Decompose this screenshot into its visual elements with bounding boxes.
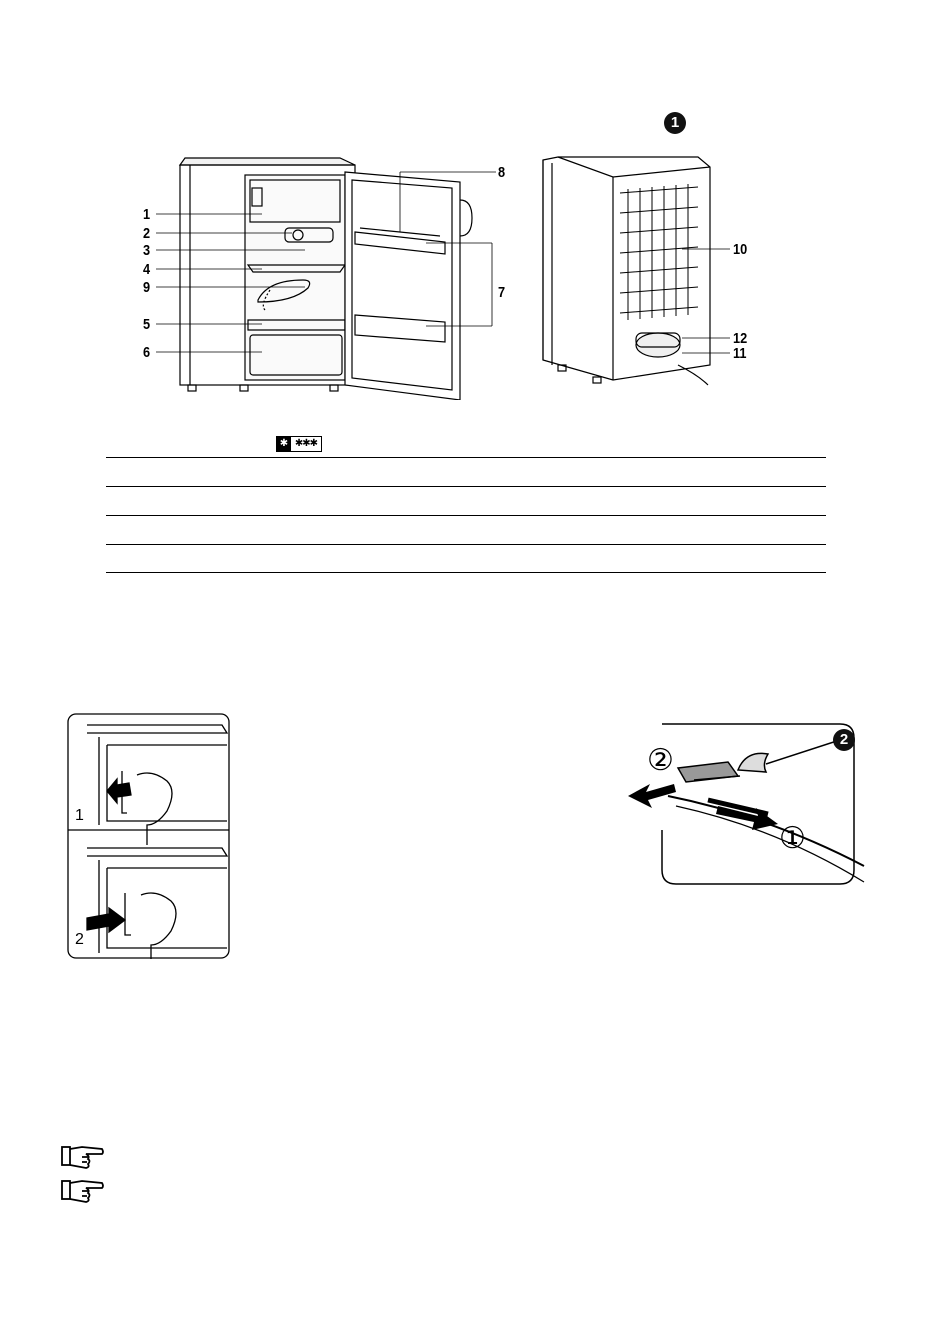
callout-5: 5 bbox=[143, 316, 151, 333]
callout-9: 9 bbox=[143, 279, 151, 296]
callout-8: 8 bbox=[498, 164, 506, 181]
figure-2-badge: 2 bbox=[833, 729, 855, 751]
callout-12: 12 bbox=[733, 330, 748, 347]
shelf-step-1: 1 bbox=[75, 807, 84, 824]
table-rule-3 bbox=[106, 515, 826, 516]
shelf-removal-illustration bbox=[67, 713, 230, 959]
freezer-star-rating-icon bbox=[276, 436, 322, 452]
callout-6: 6 bbox=[143, 344, 151, 361]
star-filled: ✱ bbox=[277, 437, 291, 451]
callout-3: 3 bbox=[143, 242, 151, 259]
circled-step-1: ① bbox=[779, 821, 806, 856]
callout-1: 1 bbox=[143, 206, 151, 223]
shelf-step-2: 2 bbox=[75, 931, 84, 948]
figure-1-badge: 1 bbox=[664, 112, 686, 134]
pointing-hand-icon bbox=[60, 1177, 104, 1203]
table-rule-1 bbox=[106, 457, 826, 458]
callout-7: 7 bbox=[498, 284, 506, 301]
table-rule-5 bbox=[106, 572, 826, 573]
callout-4: 4 bbox=[143, 261, 151, 278]
star-group: ✱✱✱ bbox=[294, 438, 318, 449]
table-rule-2 bbox=[106, 486, 826, 487]
back-leader-lines bbox=[0, 0, 933, 420]
callout-11: 11 bbox=[733, 345, 747, 362]
circled-step-2: ② bbox=[647, 743, 674, 778]
callout-2: 2 bbox=[143, 225, 151, 242]
table-rule-4 bbox=[106, 544, 826, 545]
pointing-hand-icon bbox=[60, 1143, 104, 1169]
callout-10: 10 bbox=[733, 241, 748, 258]
